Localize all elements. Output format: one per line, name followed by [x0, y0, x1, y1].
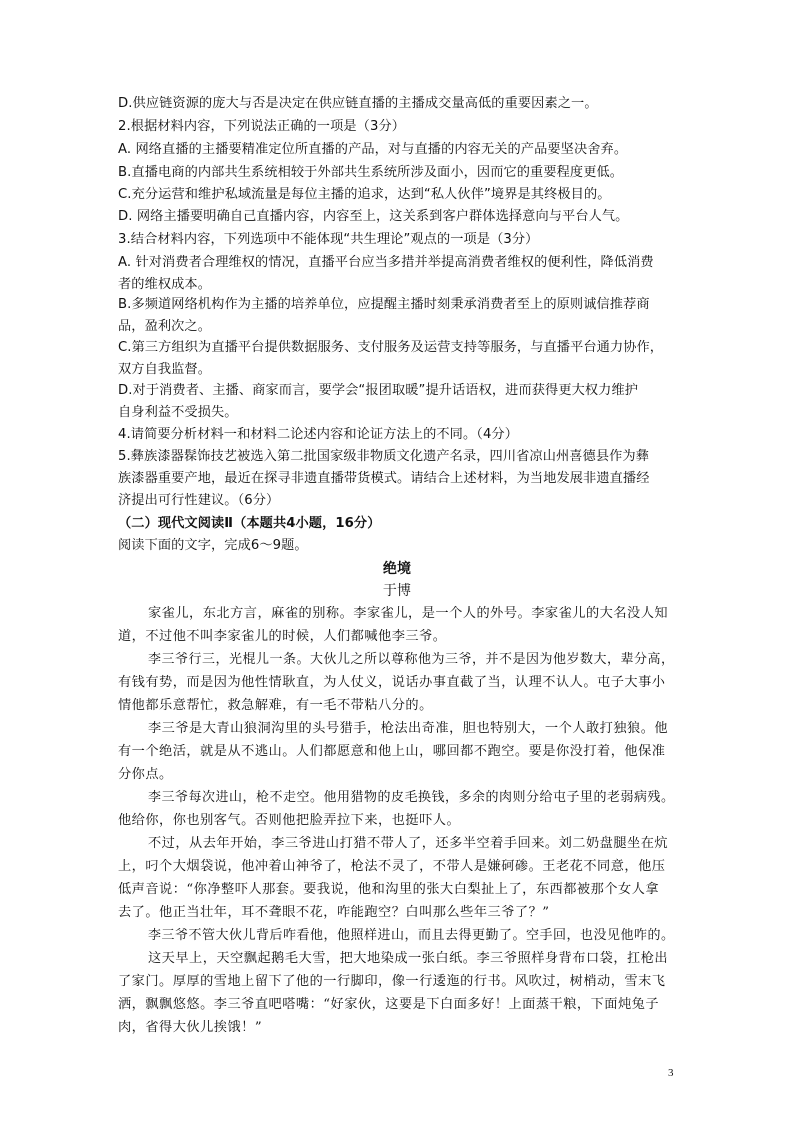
story-line: 李三爷不管大伙儿背后咋看他，他照样进山，而且去得更勤了。空手回，也没见他咋的。 — [148, 928, 675, 943]
story-line: 低声音说：“你净整吓人那套。要我说，他和沟里的张大白梨扯上了，东西都被那个女人拿 — [118, 882, 660, 897]
story-line: 肉，省得大伙儿挨饿！” — [118, 1020, 263, 1035]
story-line: 李三爷每次进山，枪不走空。他用猎物的皮毛换钱，多余的肉则分给屯子里的老弱病残。 — [148, 790, 675, 805]
story-line: 不过，从去年开始，李三爷进山打猎不带人了，还多半空着手回来。刘二奶盘腿坐在炕 — [148, 836, 669, 851]
question-3-option-a-line1: A. 针对消费者合理维权的情况，直播平台应当多措并举提高消费者维权的便利性，降低消费 — [118, 255, 654, 270]
question-3-option-b-line2: 品，盈利次之。 — [118, 319, 212, 334]
question-2-option-b: B.直播电商的内部共生系统相较于外部共生系统所涉及面小，因而它的重要程度更低。 — [118, 165, 624, 180]
story-line: 情他都乐意帮忙，救急解难，有一毛不带粘八分的。 — [118, 698, 433, 713]
story-line: 道，不过他不叫李家雀儿的时候，人们都喊他李三爷。 — [118, 629, 447, 644]
story-line: 有一个绝活，就是从不逃山。人们都愿意和他上山，哪回都不跑空。要是你没打着，他保准 — [118, 744, 666, 759]
page-number: 3 — [668, 1067, 674, 1079]
section-heading: （二）现代文阅读Ⅱ（本题共4小题，16分） — [118, 516, 381, 531]
question-5-line1: 5.彝族漆器髹饰技艺被选入第二批国家级非物质文化遗产名录，四川省凉山州喜德县作为彝 — [118, 449, 649, 464]
question-3-option-c-line1: C.第三方组织为直播平台提供数据服务、支付服务及运营支持等服务，与直播平台通力协作， — [118, 340, 664, 355]
section-instruction: 阅读下面的文字，完成6～9题。 — [118, 538, 308, 553]
question-3-option-a-line2: 者的维权成本。 — [118, 277, 212, 292]
question-4: 4.请简要分析材料一和材料二论述内容和论证方法上的不同。（4分） — [118, 427, 519, 442]
question-3-option-c-line2: 双方自我监督。 — [118, 362, 212, 377]
question-3-option-b-line1: B.多频道网络机构作为主播的培养单位，应提醒主播时刻秉承消费者至上的原则诚信推荐商 — [118, 297, 650, 312]
question-3-option-d-line1: D.对于消费者、主播、商家而言，要学会“报团取暖”提升话语权，进而获得更大权力维护 — [118, 383, 639, 398]
story-line: 李三爷行三，光棍儿一条。大伙儿之所以尊称他为三爷，并不是因为他岁数大，辈分高， — [148, 652, 675, 667]
story-line: 这天早上，天空飘起鹅毛大雪，把大地染成一张白纸。李三爷照样身背布口袋，扛枪出 — [148, 951, 669, 966]
story-line: 他给你，你也别客气。否则他把脸弄拉下来，也挺吓人。 — [118, 813, 461, 828]
story-line: 家雀儿，东北方言，麻雀的别称。李家雀儿，是一个人的外号。李家雀儿的大名没人知 — [148, 606, 669, 621]
story-title: 绝境 — [382, 561, 412, 577]
story-line: 去了。他正当壮年，耳不聋眼不花，咋能跑空？白叫那么些年三爷了？” — [118, 905, 550, 920]
story-line: 有钱有势，而是因为他性情耿直，为人仗义，说话办事直截了当，认理不认人。屯子大事小 — [118, 675, 666, 690]
question-2-stem: 2.根据材料内容，下列说法正确的一项是（3分） — [118, 119, 406, 134]
question-2-option-d: D. 网络主播要明确自己直播内容，内容至上，这关系到客户群体选择意向与平台人气。 — [118, 209, 629, 224]
question-3-option-d-line2: 自身利益不受损失。 — [118, 405, 238, 420]
question-2-option-a: A. 网络直播的主播要精准定位所直播的产品，对与直播的内容无关的产品要坚决舍弃。 — [118, 142, 628, 157]
story-line: 李三爷是大青山狼洞沟里的头号猎手，枪法出奇准，胆也特别大，一个人敢打独狼。他 — [148, 721, 669, 736]
question-1-option-d: D.供应链资源的庞大与否是决定在供应链直播的主播成交量高低的重要因素之一。 — [118, 96, 598, 111]
question-3-stem: 3.结合材料内容，下列选项中不能体现“共生理论”观点的一项是（3分） — [118, 232, 539, 247]
story-line: 洒，飘飘悠悠。李三爷直吧嗒嘴：“好家伙，这要是下白面多好！上面蒸干粮，下面炖兔子 — [118, 997, 660, 1012]
story-line: 分你点。 — [118, 767, 173, 782]
story-line: 上，叼个大烟袋说，他冲着山神爷了，枪法不灵了，不带人是嫌砢碜。王老花不同意，他压 — [118, 859, 666, 874]
question-5-line2: 族漆器重要产地，最近在探寻非遗直播带货模式。请结合上述材料，为当地发展非遗直播经 — [118, 471, 650, 486]
question-2-option-c: C.充分运营和维护私域流量是每位主播的追求，达到“私人伙伴”境界是其终极目的。 — [118, 187, 611, 202]
story-line: 了家门。厚厚的雪地上留下了他的一行脚印，像一行逶迤的行书。风吹过，树梢动，雪末飞 — [118, 974, 666, 989]
story-author: 于博 — [382, 583, 412, 599]
question-5-line3: 济提出可行性建议。（6分） — [118, 493, 280, 508]
